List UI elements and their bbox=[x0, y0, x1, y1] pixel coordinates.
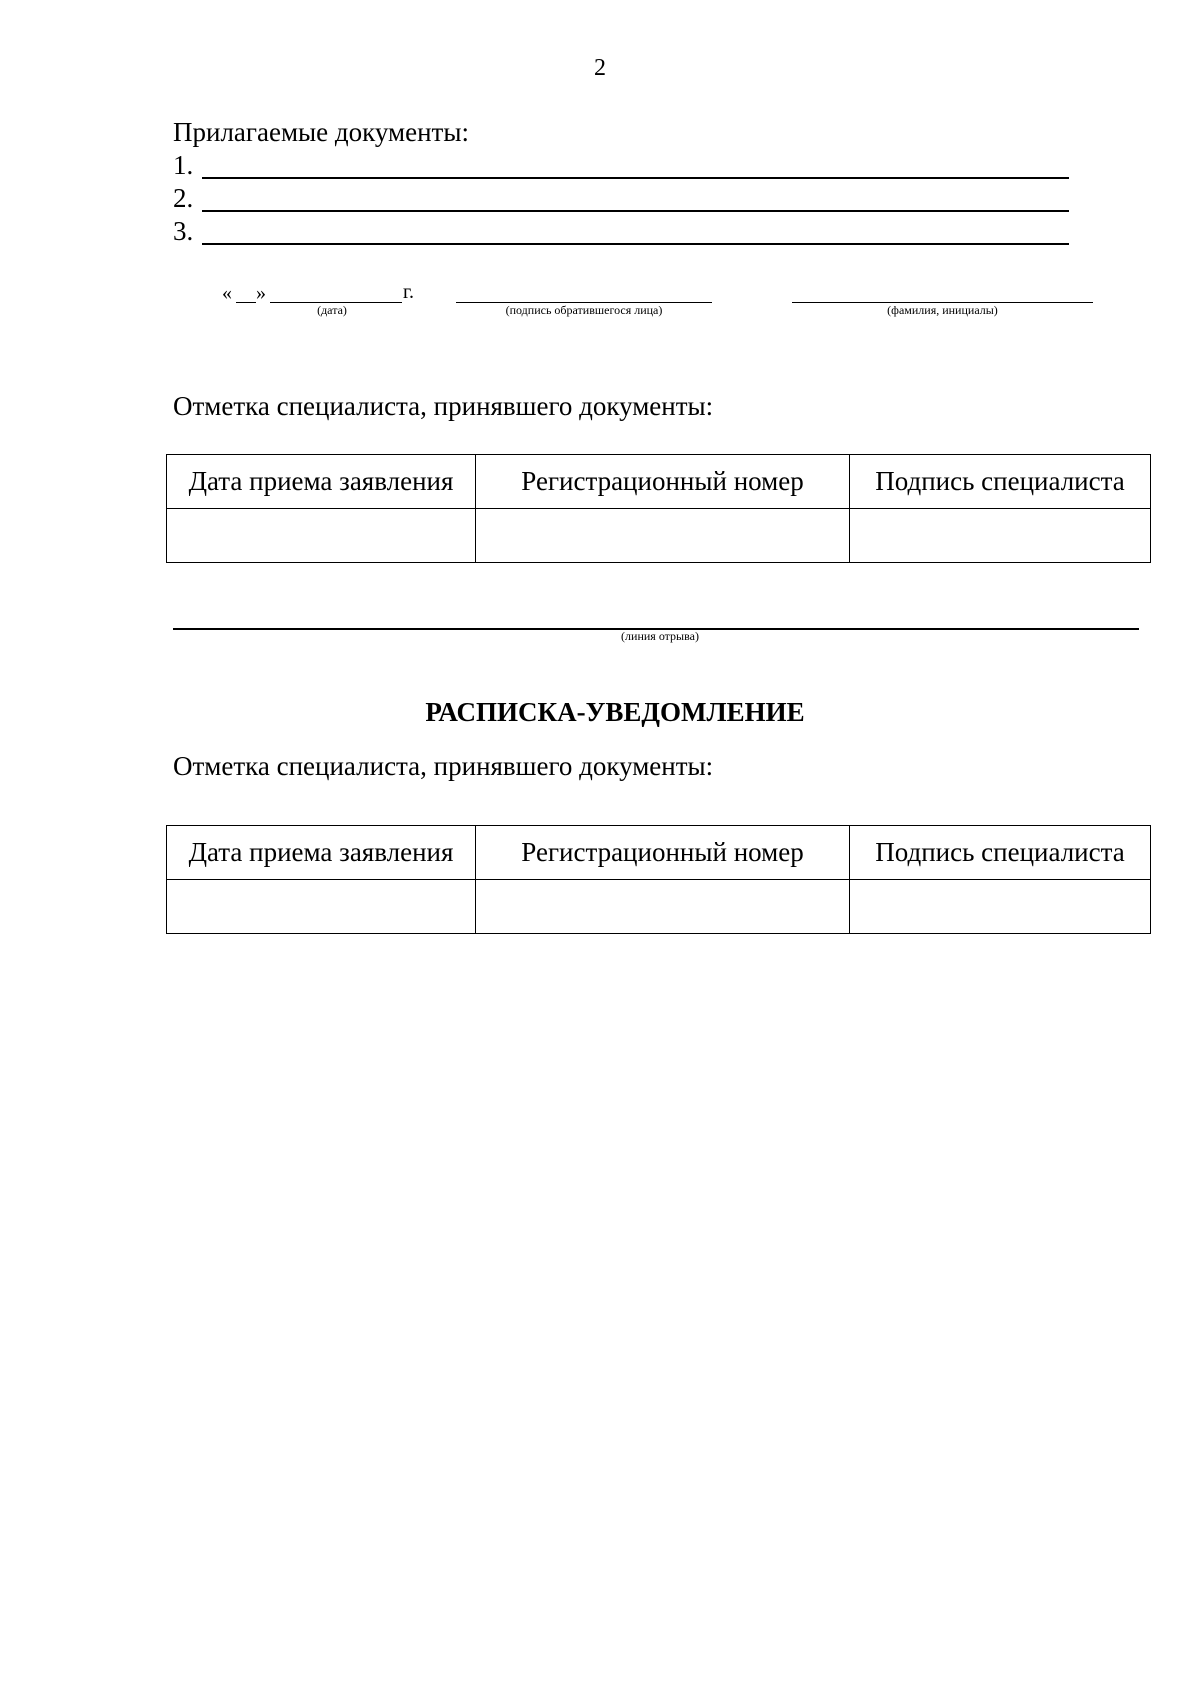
table-cell-date[interactable] bbox=[167, 880, 476, 934]
table-cell-reg-number[interactable] bbox=[476, 880, 850, 934]
page-number: 2 bbox=[594, 55, 606, 81]
year-suffix: г. bbox=[403, 281, 414, 303]
date-day-line[interactable] bbox=[236, 302, 256, 303]
signature-caption: (подпись обратившегося лица) bbox=[505, 303, 663, 317]
date-close-quote: » bbox=[256, 282, 266, 304]
registration-table bbox=[166, 454, 1151, 563]
attachment-line-2[interactable] bbox=[202, 210, 1069, 212]
table-cell-signature[interactable] bbox=[850, 509, 1151, 563]
table-header-signature: Подпись специалиста bbox=[850, 826, 1151, 880]
name-caption: (фамилия, инициалы) bbox=[887, 303, 998, 317]
attachment-item-number: 2. bbox=[173, 183, 194, 213]
attachments-label: Прилагаемые документы: bbox=[173, 117, 469, 147]
table-cell-reg-number[interactable] bbox=[476, 509, 850, 563]
cut-line-caption: (линия отрыва) bbox=[621, 629, 699, 643]
table-header-reg-number: Регистрационный номер bbox=[476, 826, 850, 880]
table-header-signature: Подпись специалиста bbox=[850, 455, 1151, 509]
table-header-date: Дата приема заявления bbox=[167, 455, 476, 509]
date-caption: (дата) bbox=[317, 303, 347, 317]
table-header-date: Дата приема заявления bbox=[167, 826, 476, 880]
table-cell-signature[interactable] bbox=[850, 880, 1151, 934]
attachment-line-1[interactable] bbox=[202, 177, 1069, 179]
table-cell-date[interactable] bbox=[167, 509, 476, 563]
receipt-title: РАСПИСКА-УВЕДОМЛЕНИЕ bbox=[425, 697, 805, 727]
table-header-reg-number: Регистрационный номер bbox=[476, 455, 850, 509]
specialist-mark-label: Отметка специалиста, принявшего документы: bbox=[173, 751, 714, 781]
attachment-line-3[interactable] bbox=[202, 243, 1069, 245]
specialist-mark-label: Отметка специалиста, принявшего документы: bbox=[173, 391, 714, 421]
attachment-item-number: 3. bbox=[173, 216, 194, 246]
receipt-registration-table bbox=[166, 825, 1151, 934]
date-open-quote: « bbox=[222, 282, 232, 304]
attachment-item-number: 1. bbox=[173, 150, 194, 180]
